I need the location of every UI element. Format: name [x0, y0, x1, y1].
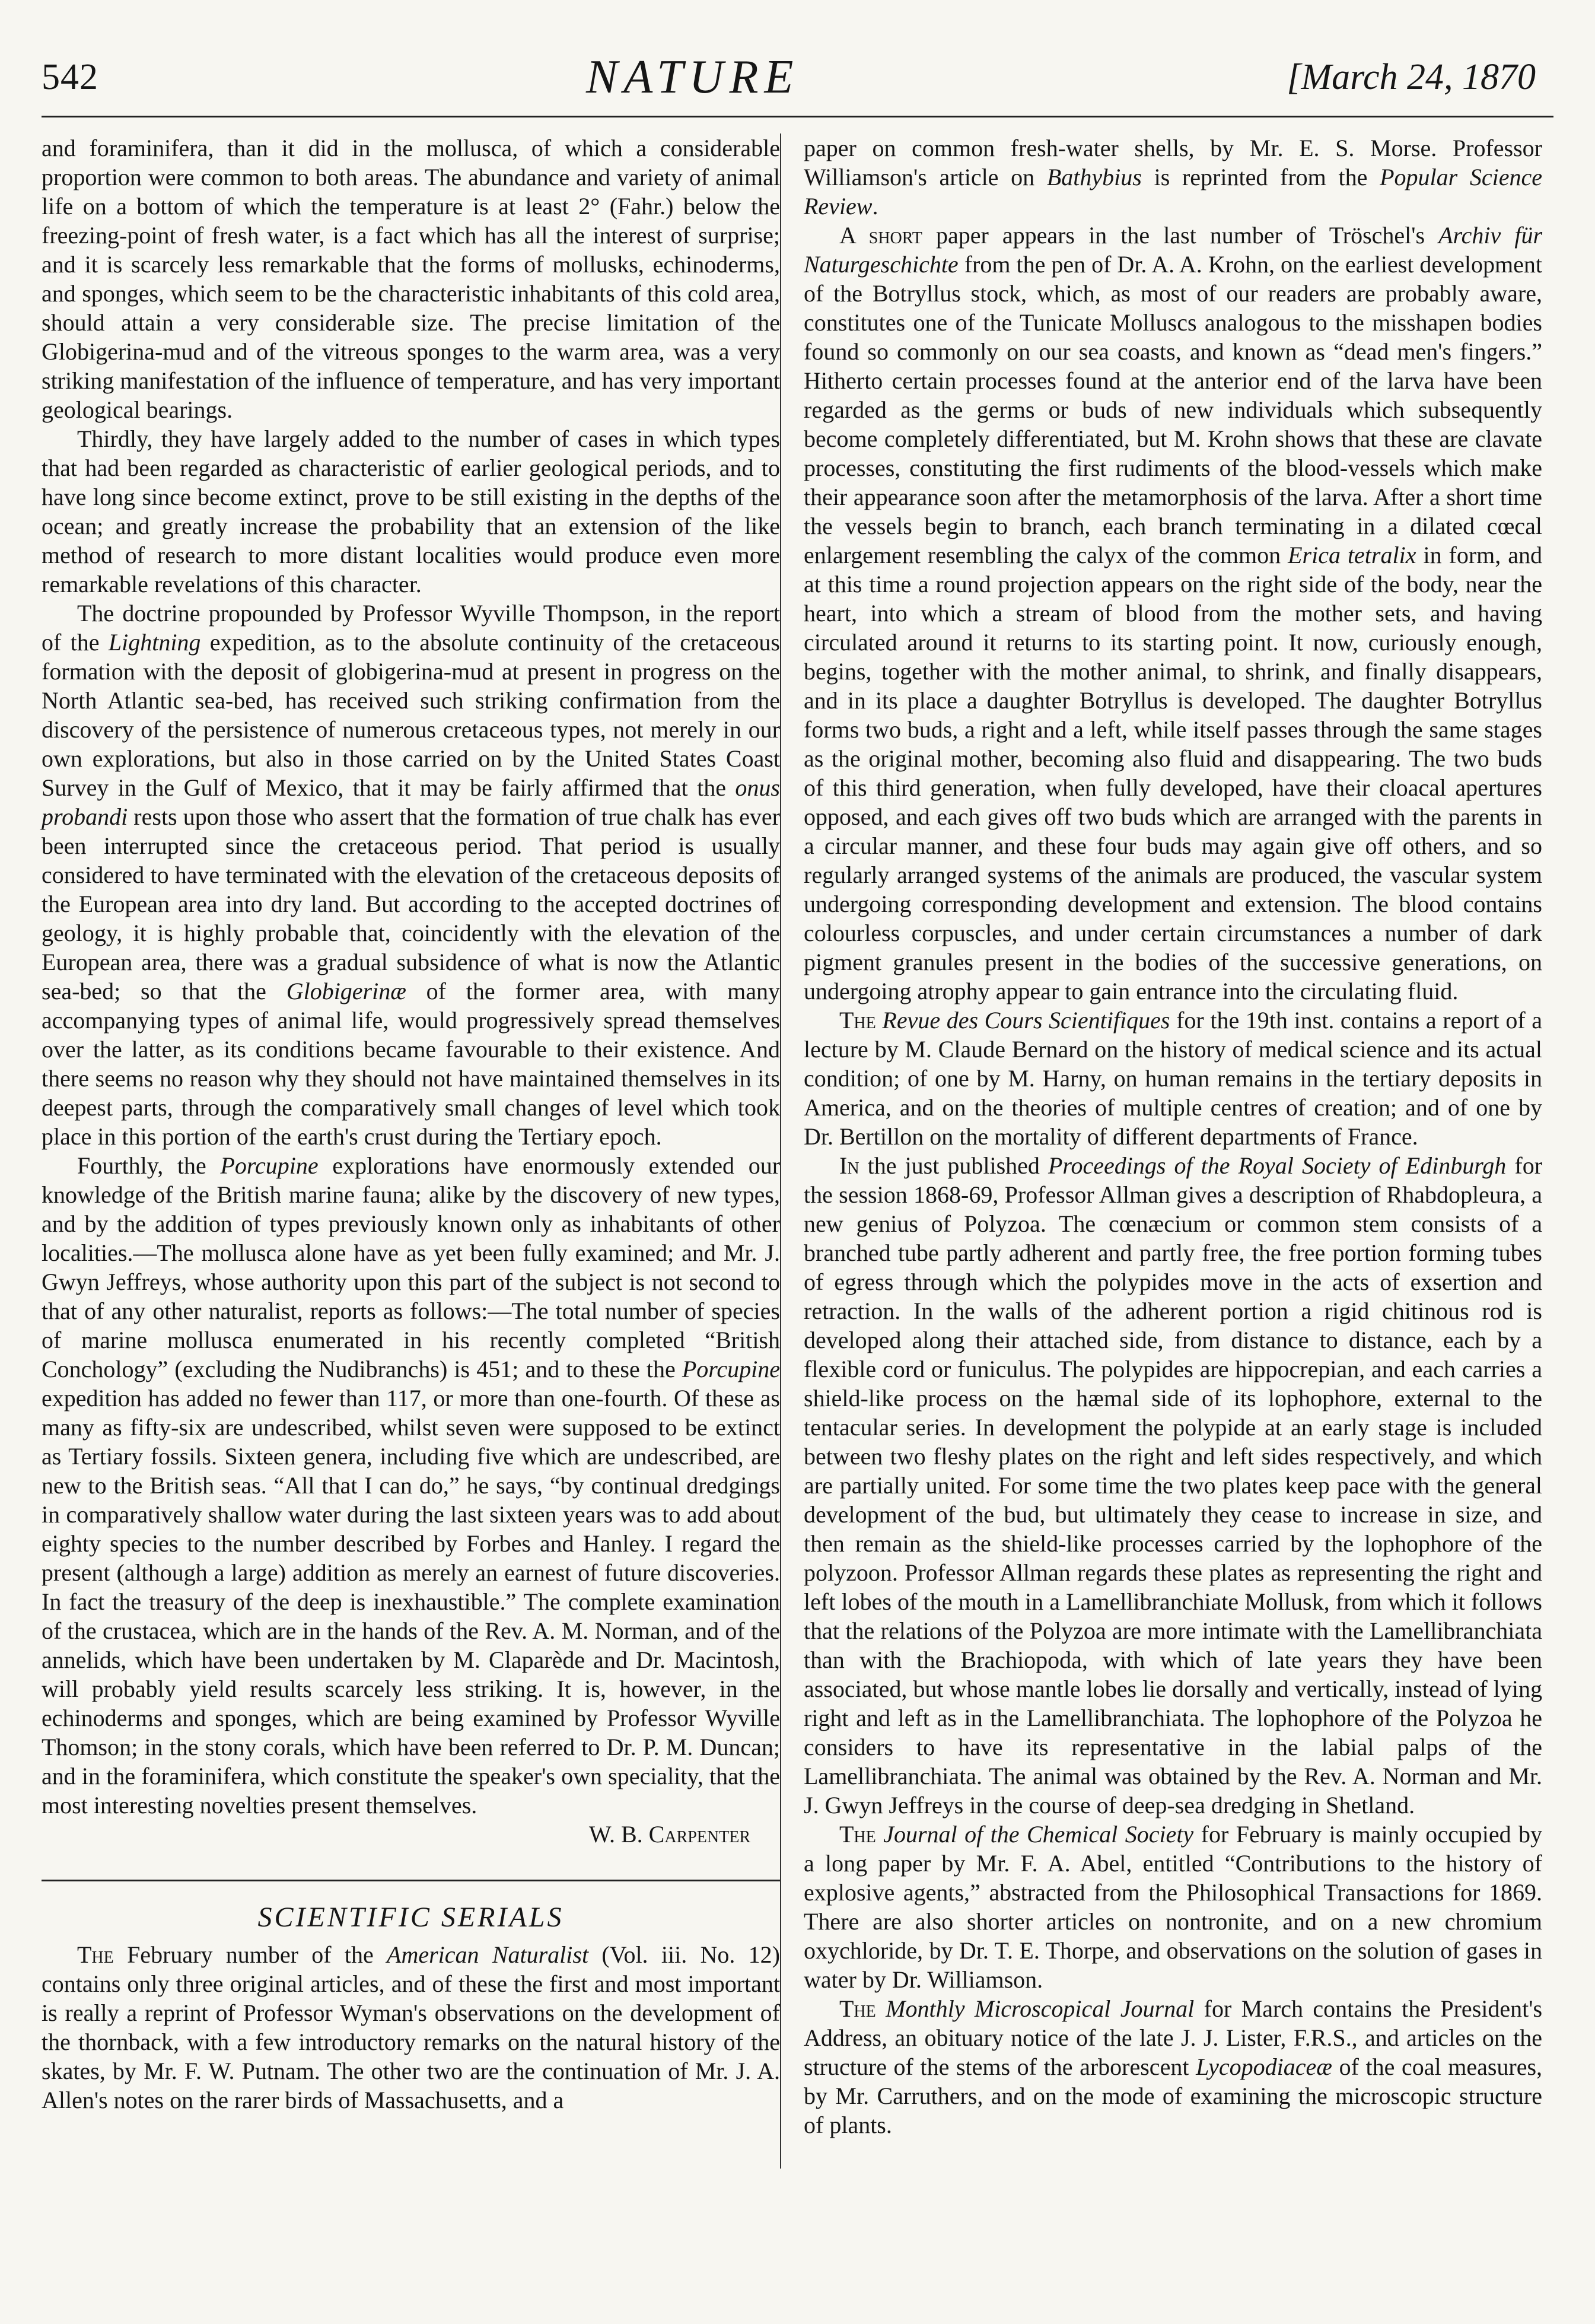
paragraph: Thirdly, they have largely added to the number of cases in which types that had been regarded as characteristic of earlier geological periods, and to have long since become extinct, prove to be still existing in the depths of the ocean; and greatly increase the probability that an extension of the like method of research to more distant localities would produce even more remarkable revelations of this character. [42, 425, 780, 597]
author-signature: W. B. Carpenter [588, 1821, 750, 1848]
left-column [42, 133, 780, 2115]
page-header [42, 47, 1536, 107]
right-column [804, 133, 1542, 2139]
section-divider [42, 1880, 780, 1881]
paragraph: A short paper appears in the last number of Tröschel's Archiv für Naturgeschichte from the pen of Dr. A. A. Krohn, on the earliest development of the Botryllus stock, which, as most of our readers are probably aware, constitutes one of the Tunicate Molluscs analogous to the misshapen bodies found so commonly on our sea coasts, and known as “dead men's fingers.” Hitherto certain processes found at the anterior end of the larva have been regarded as the germs or buds of new individuals which subsequently become completely differentiated, but M. Krohn shows that these are clavate processes, constituting the first rudiments of the blood-vessels which make their appearance soon after the metamorphosis of the larva. After a short time the vessels begin to branch, each branch terminating in a dilated cœcal enlargement resembling the calyx of the common Erica tetralix in form, and at this time a round projection appears on the right side of the body, near the heart, into which a stream of blood from the mother sets, and having circulated around it returns to its starting point. It now, curiously enough, begins, together with the mother animal, to shrink, and finally disappears, and in its place a daughter Botryllus is developed. The daughter Botryllus forms two buds, a right and a left, while itself passes through the same stages as the original mother, becoming also fluid and disappearing. The two buds of this third generation, when fully developed, have their cloacal apertures opposed, and each gives off two buds which are arranged with the parents in a circular manner, and these four buds may again give off others, and so regularly arranged systems of the animals are produced, the vascular system undergoing corresponding development and extension. The blood contains colourless corpuscles, and under certain circumstances a number of dark pigment granules present in the bodies of the successive generations, on undergoing atrophy appear to gain entrance into the circulating fluid. [804, 222, 1543, 1004]
paragraph: The Revue des Cours Scientifiques for the 19th inst. contains a report of a lecture by M. Claude Bernard on the history of medical science and its actual condition; of one by M. Harny, on human remains in the tertiary deposits in America, and on the theories of multiple centres of creation; and of one by Dr. Bertillon on the mortality of different departments of France. [804, 1007, 1543, 1150]
issue-date: [March 24, 1870 [1287, 56, 1536, 97]
section-title: SCIENTIFIC SERIALS [257, 1902, 564, 1933]
journal-title: NATURE [586, 50, 800, 103]
paragraph: The Monthly Microscopical Journal for March contains the President's Address, an obituary notice of the late J. J. Lister, F.R.S., and articles on the structure of the stems of the arborescent Lycopodiaceæ of the coal measures, by Mr. Carruthers, and on the mode of examining the microscopic structure of plants. [804, 1995, 1543, 2138]
column-divider [780, 133, 781, 2169]
paragraph: The doctrine propounded by Professor Wyville Thompson, in the report of the Lightning expedition, as to the absolute continuity of the cretaceous formation with the deposit of globigerina-mud at present in progress on the North Atlantic sea-bed, has received such striking confirmation from the discovery of the persistence of numerous cretaceous types, not merely in our own explorations, but also in those carried on by the United States Coast Survey in the Gulf of Mexico, that it may be fairly affirmed that the onus probandi rests upon those who assert that the formation of true chalk has ever been interrupted since the cretaceous period. That period is usually considered to have terminated with the elevation of the cretaceous deposits of the European area into dry land. But according to the accepted doctrines of geology, it is highly probable that, coincidently with the elevation of the European area, there was a gradual subsidence of what is now the Atlantic sea-bed; so that the Globigerinæ of the former area, with many accompanying types of animal life, would progressively spread themselves over the latter, as its conditions became favourable to their existence. And there seems no reason why they should not have maintained themselves in its deepest parts, through the comparatively small changes of level which took place in this portion of the earth's crust during the Tertiary epoch. [42, 600, 780, 1150]
paragraph: paper on common fresh-water shells, by Mr. E. S. Morse. Professor Williamson's article on Bathybius is reprinted from the Popular Science Review. [804, 135, 1543, 220]
paragraph: and foraminifera, than it did in the mollusca, of which a considerable proportion were common to both areas. The abundance and variety of animal life on a bottom of which the temperature is at least 2° (Fahr.) below the freezing-point of fresh water, is a fact which has all the interest of surprise; and it is scarcely less remarkable that the forms of mollusks, echinoderms, and sponges, which seem to be the characteristic inhabitants of this cold area, should attain a very considerable size. The precise limitation of the Globigerina-mud and of the vitreous sponges to the warm area, was a very striking manifestation of the influence of temperature, and has very important geological bearings. [42, 135, 780, 423]
paragraph: The Journal of the Chemical Society for February is mainly occupied by a long paper by Mr. F. A. Abel, entitled “Contributions to the history of explosive agents,” abstracted from the Philosophical Transactions for 1869. There are also shorter articles on nontronite, and on a new chromium oxychloride, by Dr. T. E. Thorpe, and observations on the solution of gases in water by Dr. Williamson. [804, 1821, 1543, 1993]
paragraph: Fourthly, the Porcupine explorations have enormously extended our knowledge of the British marine fauna; alike by the discovery of new types, and by the addition of types previously known only as inhabitants of other localities.—The mollusca alone have as yet been fully examined; and Mr. J. Gwyn Jeffreys, whose authority upon this part of the subject is not second to that of any other naturalist, reports as follows:—The total number of species of marine mollusca enumerated in his recently completed “British Conchology” (excluding the Nudibranchs) is 451; and to these the Porcupine expedition has added no fewer than 117, or more than one-fourth. Of these as many as fifty-six are undescribed, whilst seven were supposed to be extinct as Tertiary fossils. Sixteen genera, including five which are undescribed, are new to the British seas. “All that I can do,” he says, “by continual dredgings in comparatively shallow water during the last sixteen years was to add about eighty species to the number described by Forbes and Hanley. I regard the present (although a large) addition as merely an earnest of future discoveries. In fact the treasury of the deep is inexhaustible.” The complete examination of the crustacea, which are in the hands of the Rev. A. M. Norman, and of the annelids, which have been undertaken by M. Claparède and Dr. Macintosh, will probably yield results scarcely less striking. It is, however, in the echinoderms and sponges, which are being examined by Professor Wyville Thomson; in the stony corals, which have been referred to Dr. P. M. Duncan; and in the foraminifera, which constitute the speaker's own speciality, that the most interesting novelties present themselves. [42, 1152, 781, 1818]
paragraph: The February number of the American Naturalist (Vol. iii. No. 12) contains only three original articles, and of these the first and most important is really a reprint of Professor Wyman's observations on the development of the thornback, with a few introductory remarks on the natural history of the skates, by Mr. F. W. Putnam. The other two are the continuation of Mr. J. A. Allen's notes on the rarer birds of Massachusetts, and a [42, 1941, 780, 2113]
header-rule [42, 116, 1553, 117]
page-number: 542 [42, 56, 98, 97]
paragraph: In the just published Proceedings of the Royal Society of Edinburgh for the session 1868-69, Professor Allman gives a description of Rhabdopleura, a new genius of Polyzoa. The cœnæcium or common stem consists of a branched tube partly adherent and partly free, the free portion forming tubes of egress through which the polypides move in the acts of exsertion and retraction. In the walls of the adherent portion a rigid chitinous rod is developed along their attached side, from distance to distance, each by a flexible cord or funiculus. The polypides are hippocrepian, and each carries a shield-like process on the hæmal side of its lophophore, external to the tentacular series. In development the polypide at an early stage is included between two fleshy plates on the right and left sides respectively, and which are partially united. For some time the two plates keep pace with the general development of the bud, but ultimately they cease to increase in size, and then remain as the shield-like processes carried by the lophophore of the polyzoon. Professor Allman regards these plates as representing the right and left lobes of the mouth in a Lamellibranchiate Mollusk, from which it follows that the relations of the Polyzoa are more intimate with the Lamellibranchiata than with the Brachiopoda, with which of late years they have been associated, but whose mantle lobes lie dorsally and vertically, instead of lying right and left as in the Lamellibranchiata. The lophophore of the Polyzoa he considers to have its representative in the labial palps of the Lamellibranchiata. The animal was obtained by the Rev. A. Norman and Mr. J. Gwyn Jeffreys in the course of deep-sea dredging in Shetland. [804, 1152, 1543, 1818]
